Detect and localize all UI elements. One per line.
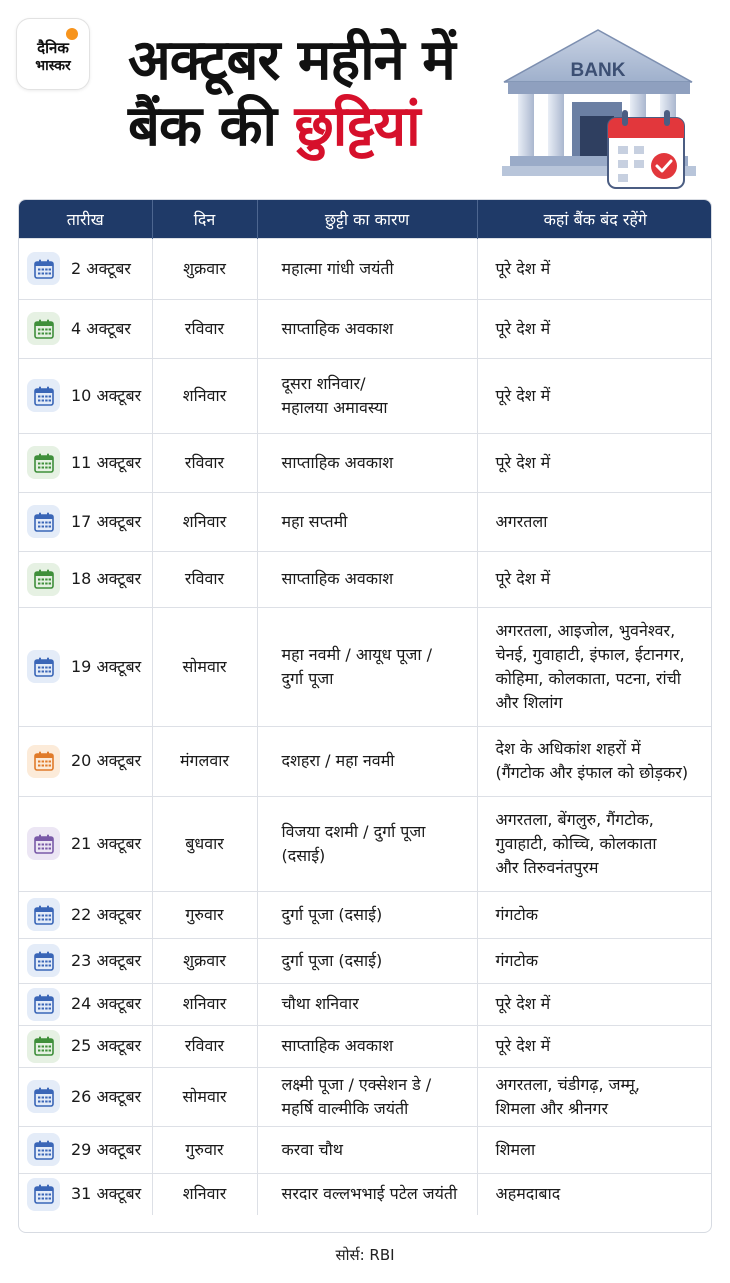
calendar-icon — [27, 379, 60, 412]
calendar-icon — [27, 944, 60, 977]
cell-reason: सरदार वल्लभभाई पटेल जयंती — [257, 1173, 477, 1215]
cell-places: अगरतला, आइजोल, भुवनेश्वर, चेनई, गुवाहाटी, इंफाल, ईटानगर, कोहिमा, कोलकाता, पटना, रांची और शिलांग — [477, 607, 712, 726]
table-row — [19, 358, 712, 433]
sun-icon — [66, 28, 78, 40]
title-line-1: अक्टूबर महीने में — [128, 28, 455, 93]
cell-date — [19, 726, 152, 796]
cell-date — [19, 299, 152, 358]
calendar-icon — [27, 505, 60, 538]
cell-reason: साप्ताहिक अवकाश — [257, 1025, 477, 1067]
table-row — [19, 551, 712, 607]
date-text: 31 अक्टूबर — [71, 1184, 142, 1204]
date-text: 4 अक्टूबर — [71, 318, 131, 338]
calendar-icon — [27, 252, 60, 285]
cell-day: शनिवार — [152, 492, 257, 551]
bank-sign: BANK — [570, 60, 626, 81]
cell-reason: महात्मा गांधी जयंती — [257, 238, 477, 299]
calendar-icon — [27, 1133, 60, 1166]
calendar-icon — [27, 312, 60, 345]
cell-reason: साप्ताहिक अवकाश — [257, 299, 477, 358]
cell-reason: विजया दशमी / दुर्गा पूजा (दसाई) — [257, 796, 477, 891]
date-text: 29 अक्टूबर — [71, 1139, 142, 1159]
table-row — [19, 938, 712, 983]
cell-places: गंगटोक — [477, 938, 712, 983]
table-row — [19, 492, 712, 551]
cell-reason: दुर्गा पूजा (दसाई) — [257, 938, 477, 983]
cell-date — [19, 358, 152, 433]
table-row — [19, 726, 712, 796]
bank-building-illustration — [500, 22, 700, 194]
header-date: तारीख — [19, 200, 152, 238]
cell-date — [19, 938, 152, 983]
date-text: 25 अक्टूबर — [71, 1036, 142, 1055]
calendar-icon — [27, 898, 60, 931]
cell-date — [19, 983, 152, 1025]
calendar-icon — [27, 827, 60, 860]
date-text: 18 अक्टूबर — [71, 569, 142, 588]
calendar-icon — [27, 446, 60, 479]
cell-day: शुक्रवार — [152, 938, 257, 983]
dainik-bhaskar-logo — [16, 18, 90, 90]
table-header-row — [19, 200, 712, 238]
cell-places: अगरतला — [477, 492, 712, 551]
cell-day: बुधवार — [152, 796, 257, 891]
calendar-icon — [27, 745, 60, 778]
cell-date — [19, 1173, 152, 1215]
table-row — [19, 891, 712, 938]
cell-places: गंगटोक — [477, 891, 712, 938]
table-row — [19, 1067, 712, 1126]
cell-date — [19, 1126, 152, 1173]
cell-places: पूरे देश में — [477, 238, 712, 299]
cell-places: पूरे देश में — [477, 358, 712, 433]
cell-date — [19, 1067, 152, 1126]
cell-date — [19, 891, 152, 938]
table-row — [19, 433, 712, 492]
date-text: 24 अक्टूबर — [71, 994, 142, 1013]
cell-day: सोमवार — [152, 1067, 257, 1126]
calendar-icon — [27, 1030, 60, 1063]
cell-day: शनिवार — [152, 358, 257, 433]
date-text: 19 अक्टूबर — [71, 656, 142, 676]
logo-line-1: दैनिक — [37, 39, 69, 57]
cell-date — [19, 796, 152, 891]
cell-reason: चौथा शनिवार — [257, 983, 477, 1025]
cell-day: रविवार — [152, 1025, 257, 1067]
cell-places: देश के अधिकांश शहरों में (गैंगटोक और इंफाल को छोड़कर) — [477, 726, 712, 796]
date-text: 10 अक्टूबर — [71, 385, 142, 405]
cell-day: शनिवार — [152, 1173, 257, 1215]
table-row — [19, 607, 712, 726]
date-text: 11 अक्टूबर — [71, 452, 142, 472]
cell-reason: दूसरा शनिवार/ महालया अमावस्या — [257, 358, 477, 433]
cell-reason: दुर्गा पूजा (दसाई) — [257, 891, 477, 938]
date-text: 21 अक्टूबर — [71, 833, 142, 853]
header-places: कहां बैंक बंद रहेंगे — [543, 209, 647, 229]
cell-date — [19, 238, 152, 299]
cell-date — [19, 433, 152, 492]
cell-day: शुक्रवार — [152, 238, 257, 299]
holiday-table — [18, 199, 712, 1233]
cell-places: पूरे देश में — [477, 433, 712, 492]
table-row — [19, 796, 712, 891]
cell-reason: महा सप्तमी — [257, 492, 477, 551]
calendar-icon — [27, 650, 60, 683]
header-day: दिन — [152, 200, 257, 238]
cell-reason: दशहरा / महा नवमी — [257, 726, 477, 796]
date-text: 20 अक्टूबर — [71, 751, 142, 770]
cell-places: अगरतला, चंडीगढ़, जम्मू, शिमला और श्रीनगर — [477, 1067, 712, 1126]
cell-day: गुरुवार — [152, 891, 257, 938]
cell-places: अगरतला, बेंगलुरु, गैंगटोक, गुवाहाटी, कोच्चि, कोलकाता और तिरुवनंतपुरम — [477, 796, 712, 891]
cell-day: रविवार — [152, 299, 257, 358]
cell-day: रविवार — [152, 433, 257, 492]
table-row — [19, 299, 712, 358]
cell-day: सोमवार — [152, 607, 257, 726]
date-text: 2 अक्टूबर — [71, 258, 131, 278]
cell-day: मंगलवार — [152, 726, 257, 796]
cell-reason: साप्ताहिक अवकाश — [257, 433, 477, 492]
page-title — [128, 28, 488, 160]
calendar-check-icon — [608, 110, 684, 188]
cell-date — [19, 607, 152, 726]
table-row — [19, 238, 712, 299]
cell-reason: लक्ष्मी पूजा / एक्सेशन डे / महर्षि वाल्मीकि जयंती — [257, 1067, 477, 1126]
cell-places: पूरे देश में — [477, 983, 712, 1025]
cell-date — [19, 1025, 152, 1067]
cell-reason: साप्ताहिक अवकाश — [257, 551, 477, 607]
title-line-2-black: बैंक की — [128, 94, 276, 159]
calendar-icon — [27, 1080, 60, 1113]
table-row — [19, 983, 712, 1025]
cell-day: रविवार — [152, 551, 257, 607]
cell-reason: महा नवमी / आयूध पूजा / दुर्गा पूजा — [257, 607, 477, 726]
calendar-icon — [27, 1178, 60, 1211]
table-row — [19, 1126, 712, 1173]
date-text: 17 अक्टूबर — [71, 511, 142, 531]
cell-places: पूरे देश में — [477, 299, 712, 358]
cell-date — [19, 551, 152, 607]
date-text: 23 अक्टूबर — [71, 950, 142, 970]
date-text: 22 अक्टूबर — [71, 904, 142, 924]
table-row — [19, 1173, 712, 1215]
cell-day: गुरुवार — [152, 1126, 257, 1173]
cell-day: शनिवार — [152, 983, 257, 1025]
cell-places: शिमला — [477, 1126, 712, 1173]
calendar-icon — [27, 563, 60, 596]
title-line-2-red: छुट्टियां — [294, 94, 420, 159]
date-text: 26 अक्टूबर — [71, 1086, 142, 1106]
cell-reason: करवा चौथ — [257, 1126, 477, 1173]
cell-date — [19, 492, 152, 551]
cell-places: पूरे देश में — [477, 551, 712, 607]
source-note: सोर्स: RBI — [335, 1246, 395, 1264]
logo-line-2: भास्कर — [35, 58, 71, 74]
header-reason: छुट्टी का कारण — [257, 200, 477, 238]
cell-places: अहमदाबाद — [477, 1173, 712, 1215]
cell-places: पूरे देश में — [477, 1025, 712, 1067]
calendar-icon — [27, 988, 60, 1021]
table-row — [19, 1025, 712, 1067]
